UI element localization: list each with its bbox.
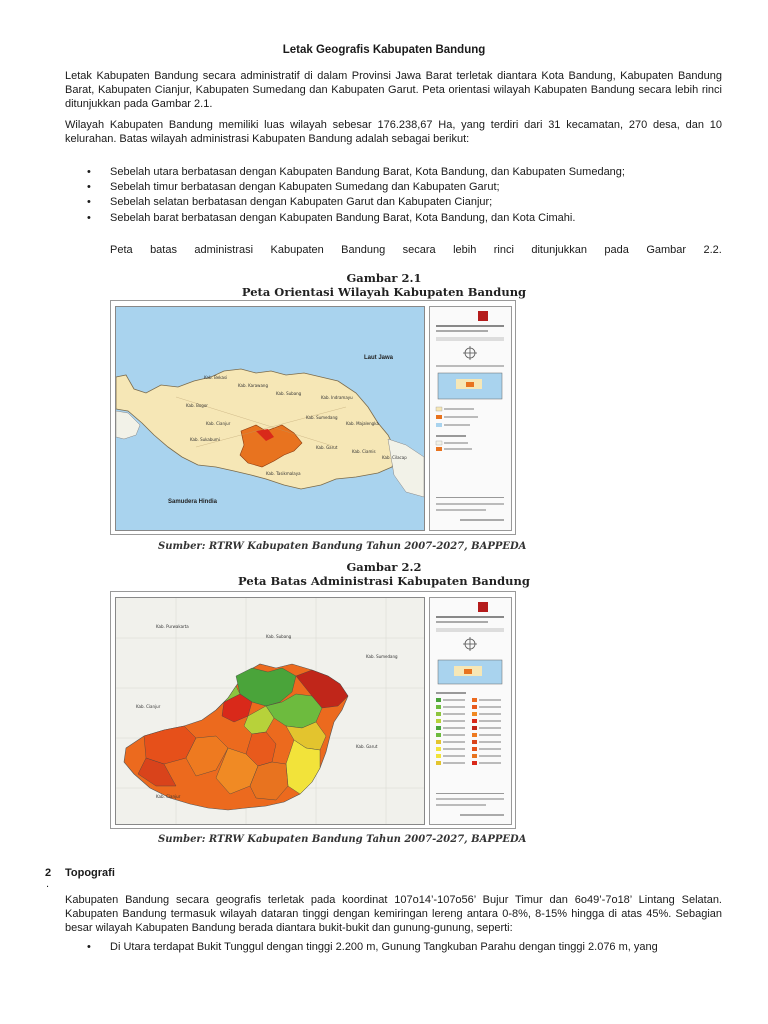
ref-word: administrasi [194, 244, 254, 256]
topography-paragraph: Kabupaten Bandung secara geografis terletak pada koordinat 107o14’-107o56’ Bujur Timur dan 6o49’-7o18’ Lintang Selatan. Kabupaten Bandung termasuk wilayah dataran tinggi dengan kemiringan lereng antara 0-8%, 8-15% hingga di atas 45%. Sebagian besar wilayah Kabupaten Bandung berada diantara bukit-bukit dan gunung-gunung, seperti: [65, 894, 722, 934]
list-item: • Sebelah barat berbatasan dengan Kabupaten Bandung Barat, Kota Bandung, dan Kota Cimahi. [65, 211, 722, 226]
ref-word: rinci [493, 244, 514, 256]
figure2-legend-panel [429, 597, 512, 825]
svg-text:Kab. Sukabumi: Kab. Sukabumi [190, 437, 220, 442]
svg-text:Kab. Bekasi: Kab. Bekasi [204, 375, 228, 380]
svg-text:Kab. Majalengka: Kab. Majalengka [346, 421, 379, 426]
area-paragraph: Wilayah Kabupaten Bandung memiliki luas wilayah sebesar 176.238,67 Ha, yang terdiri dari 31 kecamatan, 270 desa, dan 10 kelurahan. Batas wilayah administrasi Kabupaten Bandung adalah sebagai berikut: [65, 119, 722, 145]
svg-text:Kab. Cianjur: Kab. Cianjur [206, 421, 231, 426]
svg-text:Kab. Cilacap: Kab. Cilacap [382, 455, 407, 460]
section-number-dot: . [46, 878, 50, 890]
svg-text:Kab. Sumedang: Kab. Sumedang [306, 415, 338, 420]
ref-word: pada [604, 244, 629, 256]
ref-word: Gambar [646, 244, 687, 256]
figure1-number: Gambar 2.1 [346, 271, 422, 285]
list-item: • Sebelah utara berbatasan dengan Kabupaten Bandung Barat, Kota Bandung, dan Kabupaten Sumedang; [65, 165, 722, 180]
section-number: 2 [45, 867, 52, 879]
figure2-legend-graphic [430, 598, 511, 824]
svg-text:Kab. Cianjur: Kab. Cianjur [136, 704, 161, 709]
figure2-source: Sumber: RTRW Kabupaten Bandung Tahun 2007-2027, BAPPEDA [158, 834, 527, 845]
list-item: • Sebelah selatan berbatasan dengan Kabupaten Garut dan Kabupaten Cianjur; [65, 195, 722, 210]
ref-word: Bandung [341, 244, 386, 256]
figure1-title: Peta Orientasi Wilayah Kabupaten Bandung [241, 285, 527, 299]
svg-text:Kab. Karawang: Kab. Karawang [238, 383, 268, 388]
emblem-icon [478, 311, 488, 321]
ref-word: Peta [110, 244, 133, 256]
ref-word: 2.2. [703, 244, 722, 256]
svg-text:Kab. Garut: Kab. Garut [356, 744, 378, 749]
legend-swatches [436, 698, 501, 765]
ref-word: secara [402, 244, 436, 256]
section-title: Topografi [65, 867, 115, 879]
list-item: • Sebelah timur berbatasan dengan Kabupaten Sumedang dan Kabupaten Garut; [65, 180, 722, 195]
boundary-list [65, 165, 722, 226]
ref-word: Kabupaten [270, 244, 324, 256]
svg-text:Kab. Sumedang: Kab. Sumedang [366, 654, 398, 659]
ref-word: batas [150, 244, 177, 256]
figure1-map [110, 300, 516, 535]
topography-list [65, 940, 722, 955]
emblem-icon [478, 602, 488, 612]
figure1-legend-panel [429, 306, 512, 531]
svg-text:Kab. Bogor: Kab. Bogor [186, 403, 208, 408]
svg-text:Kab. Garut: Kab. Garut [316, 445, 338, 450]
svg-text:Kab. Cianjur: Kab. Cianjur [156, 794, 181, 799]
administrative-map [115, 597, 425, 825]
figure2-number: Gambar 2.2 [346, 560, 422, 574]
svg-text:Kab. Indramayu: Kab. Indramayu [321, 395, 353, 400]
svg-text:Kab. Tasikmalaya: Kab. Tasikmalaya [266, 471, 301, 476]
intro-paragraph: Letak Kabupaten Bandung secara administratif di dalam Provinsi Jawa Barat terletak diantara Kota Bandung, Kabupaten Bandung Barat, Kabupaten Cianjur, Kabupaten Sumedang dan Kabupaten Garut. Peta orientasi wilayah Kabupaten Bandung secara lebih rinci ditunjukkan pada Gambar 2.1. [65, 70, 722, 110]
svg-text:Kab. Ciamis: Kab. Ciamis [352, 449, 376, 454]
label-laut-jawa: Laut Jawa [364, 355, 394, 361]
figure-reference-line [110, 244, 722, 256]
label-samudera-hindia: Samudera Hindia [168, 499, 218, 505]
figure1-legend-graphic [430, 307, 511, 530]
figure2-title: Peta Batas Administrasi Kabupaten Bandung [238, 574, 530, 588]
svg-text:Kab. Subang: Kab. Subang [276, 391, 302, 396]
orientation-map [115, 306, 425, 531]
administrative-map-graphic [116, 598, 424, 824]
ref-word: lebih [453, 244, 477, 256]
orientation-map-graphic [116, 307, 424, 530]
ref-word: ditunjukkan [531, 244, 587, 256]
figure2-map [110, 591, 516, 829]
svg-text:Kab. Purwakarta: Kab. Purwakarta [156, 624, 189, 629]
figure1-source: Sumber: RTRW Kabupaten Bandung Tahun 2007-2027, BAPPEDA [158, 541, 527, 552]
list-item: • Di Utara terdapat Bukit Tunggul dengan tinggi 2.200 m, Gunung Tangkuban Parahu dengan tinggi 2.076 m, yang [65, 940, 722, 955]
page-title: Letak Geografis Kabupaten Bandung [282, 44, 486, 56]
svg-text:Kab. Subang: Kab. Subang [266, 634, 292, 639]
